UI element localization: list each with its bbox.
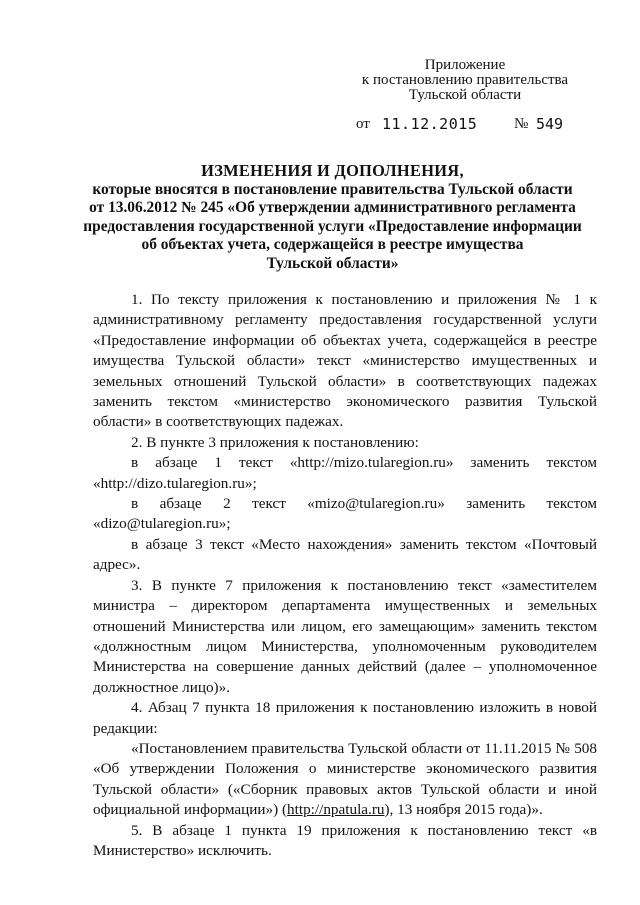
paragraph-2-item-c: в абзаце 3 текст «Место нахождения» заменить текстом «Почтовый адрес». — [93, 535, 597, 574]
paragraph-5: 5. В абзаце 1 пункта 19 приложения к постановлению текст «в Министерство» исключить. — [93, 821, 597, 859]
paragraph-2: 2. В пункте 3 приложения к постановлению: — [131, 433, 419, 451]
date-label: от — [356, 116, 370, 132]
title-line-2: от 13.06.2012 № 245 «Об утверждении административного регламента — [89, 199, 576, 217]
quote-text-b: ), 13 ноября 2015 года)». — [384, 801, 543, 819]
appendix-header — [340, 58, 590, 103]
title-line-1: которые вносятся в постановление правительства Тульской области — [92, 180, 573, 198]
title-line-3: предоставления государственной услуги «Предоставление информации — [83, 217, 582, 235]
quote-text-a: «Постановлением правительства Тульской области от 11.11.2015 № 508 «Об утверждении Положения о министерстве экономического развития Тульской области» («Сборник правовых актов Тульской области и иной официальной информации») ( — [93, 739, 597, 819]
document-title — [60, 162, 605, 274]
number-label: № — [514, 116, 529, 132]
title-line-4: об объектах учета, содержащейся в реестре имущества — [141, 236, 524, 254]
npatula-link[interactable]: http://npatula.ru — [287, 801, 385, 819]
appendix-line-2: к постановлению правительства — [361, 72, 569, 88]
paragraph-2-item-a: в абзаце 1 текст «http://mizo.tularegion.ru» заменить текстом «http://dizo.tularegion.ru»; — [93, 454, 597, 492]
appendix-line-1: Приложение — [424, 57, 506, 73]
appendix-line-3: Тульской области — [408, 87, 522, 103]
document-date: 11.12.2015 — [382, 115, 478, 133]
paragraph-2-item-b: в абзаце 2 текст «mizo@tularegion.ru» заменить текстом «dizo@tularegion.ru»; — [93, 495, 597, 533]
date-number-line — [356, 116, 596, 136]
document-body — [93, 290, 597, 861]
document-number: 549 — [536, 115, 564, 133]
paragraph-1: 1. По тексту приложения к постановлению и приложения № 1 к административному регламенту предоставления государственной услуги «Предоставление информации об объектах учета, содержащейся в реестре имущества Тульской области» текст «министерство имущественных и земельных отношений Тульской области» в соответствующих падежах заменить текстом «министерство экономического развития Тульской области» в соответствующих падежах. — [93, 291, 597, 431]
paragraph-4: 4. Абзац 7 пункта 18 приложения к постановлению изложить в новой редакции: — [93, 699, 597, 737]
title-line-5: Тульской области» — [266, 254, 399, 272]
title-heading: ИЗМЕНЕНИЯ И ДОПОЛНЕНИЯ, — [201, 161, 464, 180]
paragraph-3: 3. В пункте 7 приложения к постановлению текст «заместителем министра – директором департамента имущественных и земельных отношений Министерства или лицом, его замещающим» заменить текстом «должностным лицом Министерства, уполномоченным руководителем Министерства на совершение данных действий (далее – уполномоченное должностное лицо)». — [93, 576, 597, 696]
paragraph-4-quote — [93, 739, 597, 821]
